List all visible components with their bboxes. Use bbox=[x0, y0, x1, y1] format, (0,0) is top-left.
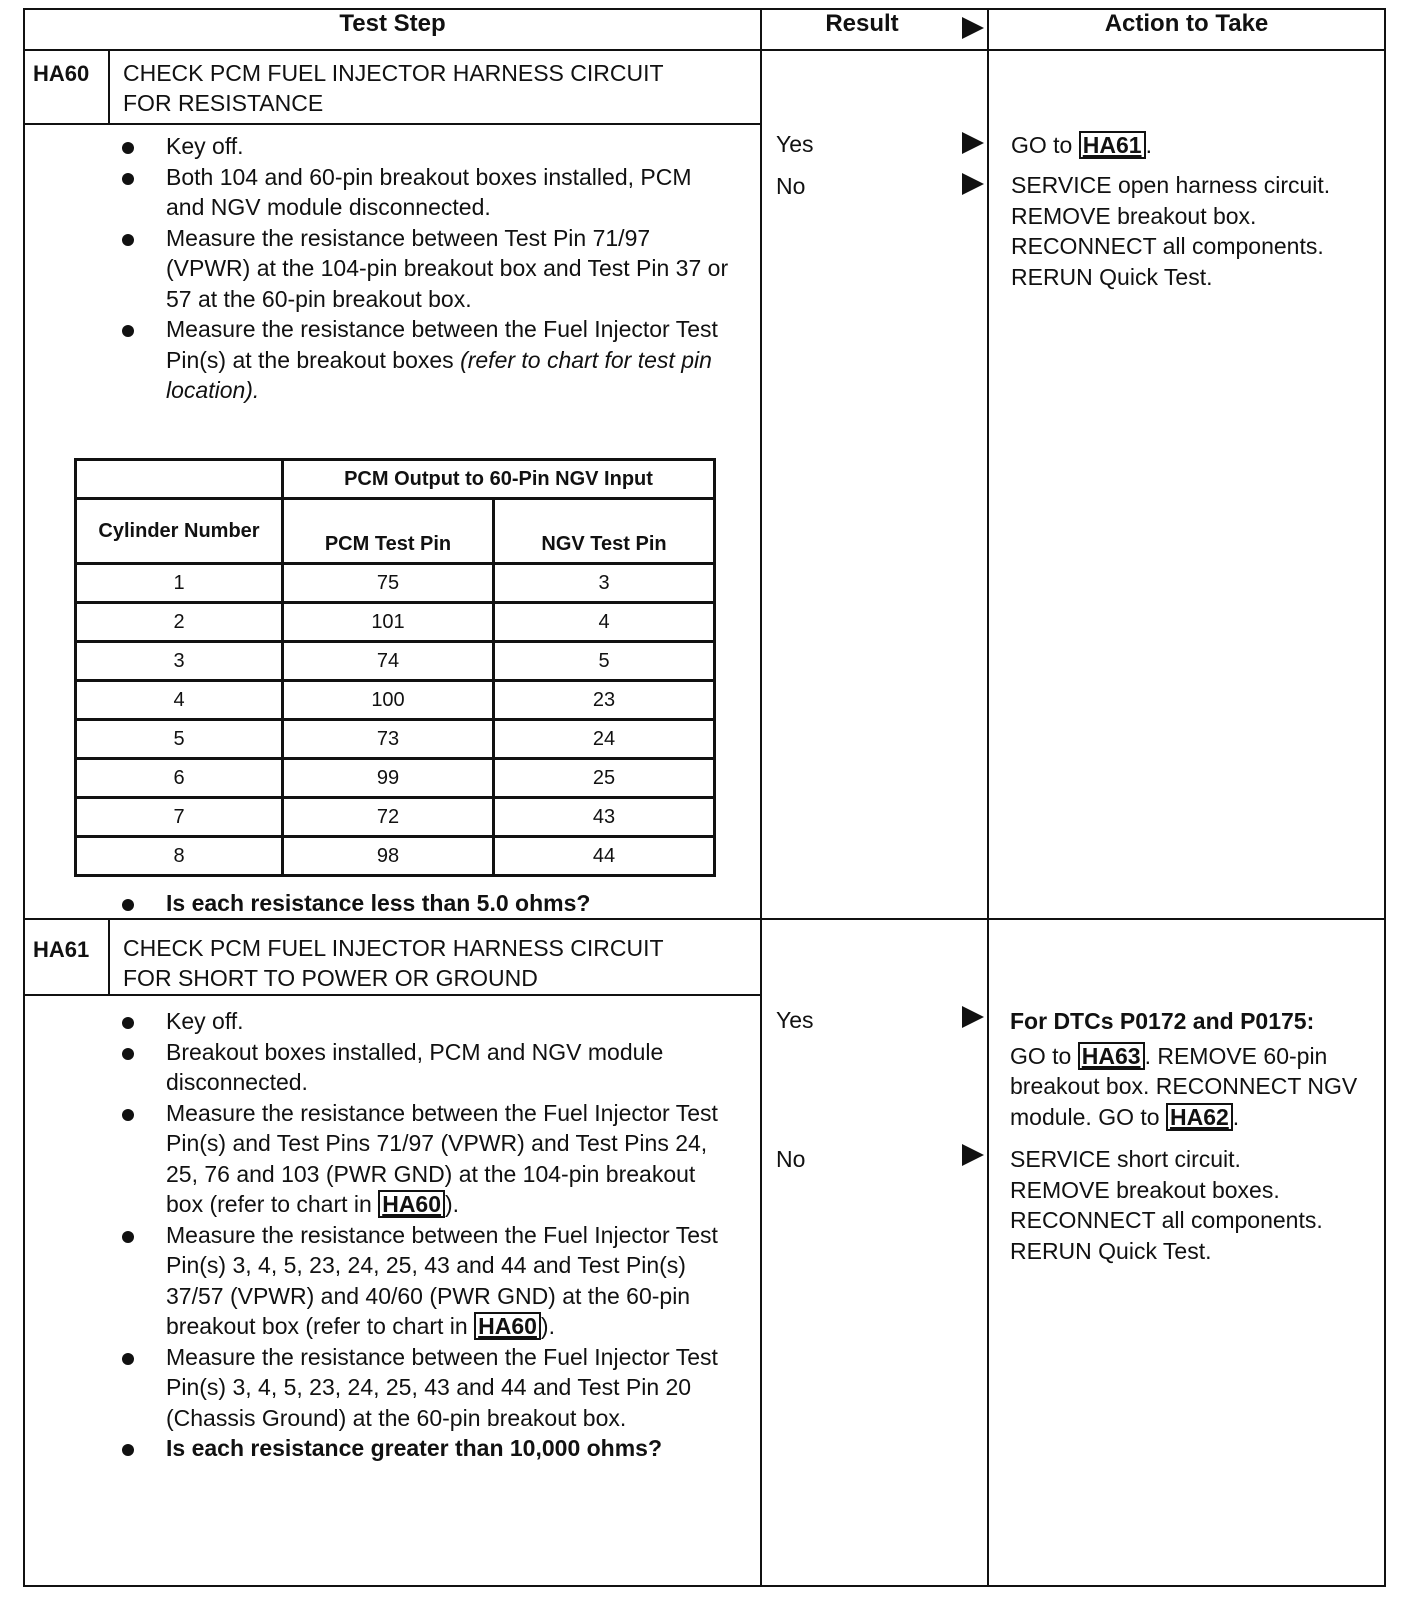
step-id-ha60: HA60 bbox=[33, 61, 90, 86]
header-arrow-icon bbox=[962, 17, 984, 39]
list-item: Measure the resistance between the Fuel Injector Test Pin(s) at the breakout boxes (refer to chart for test pin location). bbox=[116, 314, 736, 406]
action-no-ha61: SERVICE short circuit. REMOVE breakout boxes. RECONNECT all components. RERUN Quick Test. bbox=[1010, 1146, 1323, 1264]
step-question-ha60 bbox=[116, 888, 736, 919]
list-item: Measure the resistance between the Fuel Injector Test Pin(s) and Test Pins 71/97 (VPWR) and Test Pins 24, 25, 76 and 103 (PWR GND) at the 104-pin breakout box (refer to chart in HA60 ). bbox=[116, 1098, 736, 1220]
table-row: 7 72 43 bbox=[76, 798, 715, 837]
step-title-ha61: CHECK PCM FUEL INJECTOR HARNESS CIRCUIT FOR SHORT TO POWER OR GROUND bbox=[123, 935, 664, 991]
step-bullets-ha60 bbox=[116, 131, 736, 406]
col-ngv: NGV Test Pin bbox=[494, 499, 715, 564]
ref-link-ha63[interactable]: HA63 bbox=[1078, 1042, 1145, 1070]
result-yes-ha60: Yes bbox=[776, 131, 814, 157]
result-no-ha61: No bbox=[776, 1146, 806, 1172]
table-row: 3 74 5 bbox=[76, 642, 715, 681]
list-item: Key off. bbox=[116, 131, 736, 162]
header-result: Result bbox=[825, 10, 899, 37]
list-item: Is each resistance less than 5.0 ohms? bbox=[116, 888, 736, 919]
ref-link-ha60[interactable]: HA60 bbox=[474, 1312, 541, 1340]
table-row: 2 101 4 bbox=[76, 603, 715, 642]
table-row: 8 98 44 bbox=[76, 837, 715, 876]
list-item: Breakout boxes installed, PCM and NGV module disconnected. bbox=[116, 1037, 736, 1098]
list-item: Measure the resistance between the Fuel Injector Test Pin(s) 3, 4, 5, 23, 24, 25, 43 and 44 and Test Pin(s) 37/57 (VPWR) and 40/60 (PWR GND) at the 60-pin breakout box (refer to chart in HA60 ). bbox=[116, 1220, 736, 1342]
list-item: Key off. bbox=[116, 1006, 736, 1037]
header-test-step: Test Step bbox=[339, 10, 446, 37]
result-yes-ha61: Yes bbox=[776, 1007, 814, 1033]
step-bullets-ha61 bbox=[116, 1006, 736, 1464]
arrow-no-ha60-icon bbox=[962, 173, 984, 195]
list-item: Measure the resistance between Test Pin 71/97 (VPWR) at the 104-pin breakout box and Test Pin 37 or 57 at the 60-pin breakout box. bbox=[116, 223, 736, 315]
list-item: Both 104 and 60-pin breakout boxes installed, PCM and NGV module disconnected. bbox=[116, 162, 736, 223]
ref-link-ha62[interactable]: HA62 bbox=[1166, 1103, 1233, 1131]
action-yes-ha60: GO to HA61 . bbox=[1011, 132, 1152, 158]
col-pcm: PCM Test Pin bbox=[283, 499, 494, 564]
result-no-ha60: No bbox=[776, 173, 806, 199]
table-row: 5 73 24 bbox=[76, 720, 715, 759]
table-row: 1 75 3 bbox=[76, 564, 715, 603]
table-group-header: PCM Output to 60-Pin NGV Input bbox=[283, 460, 715, 499]
col-cylinder: Cylinder Number bbox=[76, 499, 283, 564]
action-no-ha60: SERVICE open harness circuit. REMOVE breakout box. RECONNECT all components. RERUN Quick Test. bbox=[1011, 172, 1331, 290]
step-title-ha60: CHECK PCM FUEL INJECTOR HARNESS CIRCUIT FOR RESISTANCE bbox=[123, 60, 664, 116]
arrow-no-ha61-icon bbox=[962, 1144, 984, 1166]
ref-link-ha60[interactable]: HA60 bbox=[378, 1190, 445, 1218]
header-action: Action to Take bbox=[1104, 10, 1269, 37]
table-row: 4 100 23 bbox=[76, 681, 715, 720]
table-row: 6 99 25 bbox=[76, 759, 715, 798]
ref-link-ha61[interactable]: HA61 bbox=[1079, 131, 1146, 159]
action-yes-ha61: For DTCs P0172 and P0175: GO to HA63 . REMOVE 60-pin breakout box. RECONNECT NGV module. GO to HA62 . bbox=[1010, 1008, 1358, 1130]
pin-location-table bbox=[74, 458, 716, 877]
list-item: Is each resistance greater than 10,000 ohms? bbox=[116, 1433, 736, 1464]
step-id-ha61: HA61 bbox=[33, 937, 90, 962]
arrow-yes-ha61-icon bbox=[962, 1006, 984, 1028]
list-item: Measure the resistance between the Fuel Injector Test Pin(s) 3, 4, 5, 23, 24, 25, 43 and 44 and Test Pin 20 (Chassis Ground) at the 60-pin breakout box. bbox=[116, 1342, 736, 1434]
arrow-yes-ha60-icon bbox=[962, 132, 984, 154]
